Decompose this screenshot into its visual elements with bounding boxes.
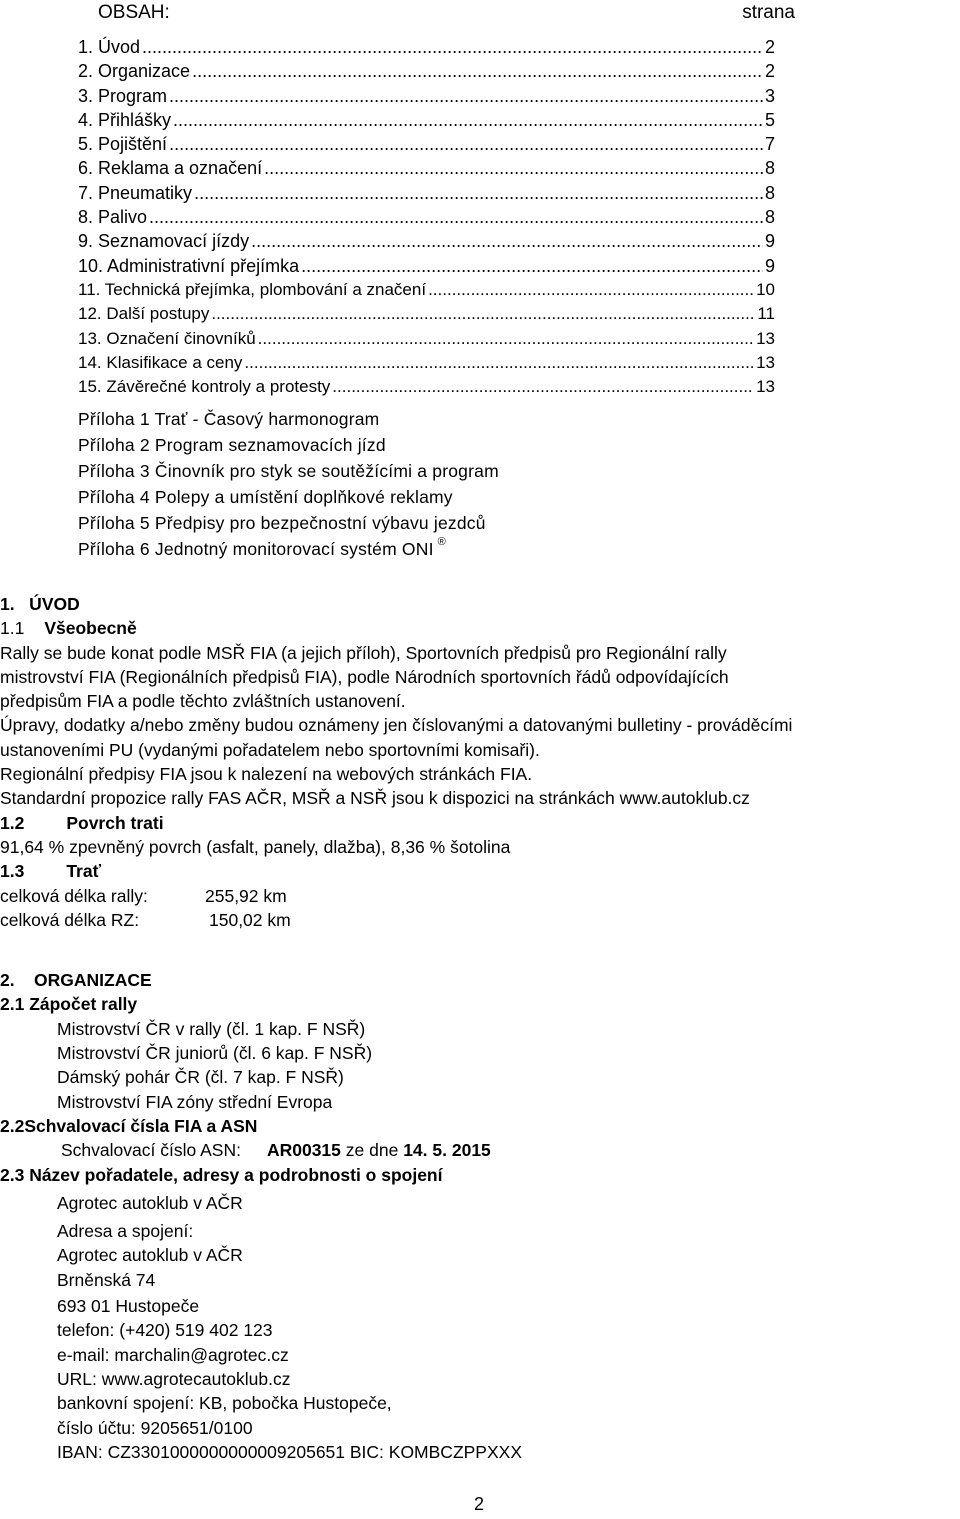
paragraph-line: Regionální předpisy FIA jsou k nalezení na webových stránkách FIA. [0, 764, 533, 785]
toc-entry[interactable] [78, 304, 775, 328]
toc-entry[interactable] [78, 134, 775, 158]
organizer-name: Agrotec autoklub v AČR [57, 1192, 243, 1213]
section-2-3-heading: 2.3 Název pořadatele, adresy a podrobnosti o spojení [0, 1164, 443, 1185]
page-number: 2 [474, 1494, 485, 1514]
toc-leader-dots [428, 280, 754, 300]
rally-length-value: 255,92 km [205, 885, 287, 906]
surface-text: 91,64 % zpevněný povrch (asfalt, panely, dlažba), 8,36 % šotolina [0, 836, 511, 857]
section-title: Povrch trati [66, 812, 164, 833]
toc-entry-page: 8 [764, 182, 775, 203]
address-line: Agrotec autoklub v AČR [57, 1245, 243, 1266]
toc-entry[interactable] [78, 86, 775, 110]
championship-item: Mistrovství ČR v rally (čl. 1 kap. F NSŘ) [57, 1018, 366, 1039]
toc-header [98, 2, 795, 24]
championship-item: Dámský pohár ČR (čl. 7 kap. F NSŘ) [57, 1067, 344, 1088]
championship-item: Mistrovství ČR juniorů (čl. 6 kap. F NSŘ) [57, 1043, 373, 1064]
toc-leader-dots [194, 183, 763, 204]
toc-entry-title: 9. Seznamovací jízdy [78, 231, 250, 252]
rally-length-label: celková délka rally: [0, 885, 148, 906]
approval-date: 14. 5. 2015 [403, 1140, 491, 1161]
approval-row [0, 1138, 958, 1162]
toc-entry[interactable] [78, 183, 775, 207]
toc-entry[interactable] [78, 377, 775, 401]
section-title: Všeobecně [44, 618, 137, 639]
toc-entry[interactable] [78, 231, 775, 255]
toc-entry-title: 1. Úvod [78, 37, 141, 57]
section-number: 1.3 [0, 861, 25, 882]
section-number: 1.1 [0, 618, 25, 639]
toc-entry-title: 14. Klasifikace a ceny [78, 352, 243, 372]
toc-leader-dots [244, 353, 754, 373]
toc-entry-page: 11 [757, 304, 775, 324]
paragraph-line: předpisům FIA a podle těchto zvláštních ustanovení. [0, 691, 406, 712]
address-line: IBAN: CZ3301000000000009205651 BIC: KOMBCZPPXXX [57, 1441, 522, 1462]
address-line: e-mail: marchalin@agrotec.cz [57, 1344, 289, 1365]
toc-entry-title: 12. Další postupy [78, 304, 210, 324]
toc-entry-title: 7. Pneumatiky [78, 182, 193, 203]
address-line: URL: www.agrotecautoklub.cz [57, 1368, 291, 1389]
appendix-item-text: Příloha 6 Jednotný monitorovací systém ONI [78, 539, 434, 559]
section-2-heading: 2. ORGANIZACE [0, 970, 152, 991]
section-title: Trať [66, 861, 101, 882]
toc-entry-title: 5. Pojištění [78, 134, 168, 155]
toc-page-column-label: strana [742, 2, 795, 23]
approval-date-label: ze dne [345, 1140, 399, 1161]
toc-entry[interactable] [78, 353, 775, 377]
toc-leader-dots [301, 256, 763, 277]
paragraph-line: Standardní propozice rally FAS AČR, MSŘ a NSŘ jsou k dispozici na stránkách www.autoklub.cz [0, 788, 750, 809]
address-line: Brněnská 74 [57, 1269, 156, 1290]
toc-entry-title: 15. Závěrečné kontroly a protesty [78, 377, 331, 397]
appendix-item: Příloha 5 Předpisy pro bezpečnostní výbavu jezdců [78, 513, 486, 533]
toc-entry-title: 6. Reklama a označení [78, 158, 263, 179]
toc-entry-title: 13. Označení činovníků [78, 328, 256, 348]
toc-entry-page: 13 [756, 352, 775, 372]
toc-entry-page: 13 [756, 377, 775, 397]
toc-leader-dots [332, 377, 754, 397]
address-line: Adresa a spojení: [57, 1221, 194, 1242]
toc-entry[interactable] [78, 256, 775, 280]
toc-entry[interactable] [78, 37, 775, 61]
toc-entry-title: 8. Palivo [78, 207, 148, 228]
address-line: bankovní spojení: KB, pobočka Hustopeče, [57, 1393, 392, 1414]
toc-entry-page: 10 [756, 279, 775, 299]
toc-entry-page: 8 [764, 207, 775, 228]
section-2-1-heading: 2.1 Zápočet rally [0, 994, 138, 1015]
toc-entry-page: 3 [764, 85, 775, 106]
section-2-2-heading: 2.2Schvalovací čísla FIA a ASN [0, 1115, 258, 1136]
toc-leader-dots [264, 158, 763, 179]
toc-leader-dots [258, 329, 754, 349]
toc-entry-page: 9 [764, 255, 775, 276]
section-1-1-heading [0, 616, 958, 640]
toc-entry-title: 4. Přihlášky [78, 109, 172, 130]
paragraph-line: ustanoveními PU (vydanými pořadatelem nebo sportovními komisaři). [0, 739, 540, 760]
registered-mark: ® [437, 536, 446, 548]
toc-entry-page: 7 [764, 134, 775, 155]
address-line: číslo účtu: 9205651/0100 [57, 1417, 253, 1438]
toc-title: OBSAH: [98, 2, 170, 23]
toc-entry-page: 9 [764, 231, 775, 252]
address-line: telefon: (+420) 519 402 123 [57, 1320, 273, 1341]
toc-leader-dots [169, 134, 763, 155]
appendix-item: Příloha 3 Činovník pro styk se soutěžícími a program [78, 461, 499, 481]
toc-entry-page: 8 [764, 158, 775, 179]
paragraph-line: Rally se bude konat podle MSŘ FIA (a jejich příloh), Sportovních předpisů pro Regionální rally [0, 642, 727, 663]
toc-entry[interactable] [78, 329, 775, 353]
toc-entry-title: 3. Program [78, 85, 168, 106]
paragraph-line: mistrovství FIA (Regionálních předpisů FIA), podle Národních sportovních řádů odpovídajících [0, 666, 729, 687]
toc-entry[interactable] [78, 207, 775, 231]
section-number: 1.2 [0, 812, 25, 833]
toc-leader-dots [169, 86, 763, 107]
rz-length-label: celková délka RZ: [0, 909, 140, 930]
championship-item: Mistrovství FIA zóny střední Evropa [57, 1091, 333, 1112]
toc-entry[interactable] [78, 280, 775, 304]
appendix-item: Příloha 1 Trať - Časový harmonogram [78, 409, 380, 429]
toc-leader-dots [211, 304, 755, 324]
toc-leader-dots [142, 37, 763, 58]
toc-entry[interactable] [78, 110, 775, 134]
appendix-item: Příloha 2 Program seznamovacích jízd [78, 435, 386, 455]
toc-entry[interactable] [78, 61, 775, 85]
toc-entry-title: 10. Administrativní přejímka [78, 255, 300, 276]
toc-entry-title: 11. Technická přejímka, plombování a značení [78, 279, 427, 299]
appendix-item: Příloha 4 Polepy a umístění doplňkové reklamy [78, 487, 453, 507]
appendix-list [78, 409, 499, 565]
toc-entry-page: 2 [764, 37, 775, 57]
rally-length-row [0, 884, 958, 908]
toc-leader-dots [173, 110, 763, 131]
toc-entry[interactable] [78, 158, 775, 182]
rz-length-value: 150,02 km [209, 909, 291, 930]
rz-length-row [0, 908, 958, 932]
appendix-item [78, 536, 499, 565]
toc-leader-dots [192, 61, 763, 82]
document-body [0, 592, 958, 1464]
toc-entry-page: 5 [764, 109, 775, 130]
approval-number: AR00315 [266, 1140, 341, 1161]
section-1-3-heading [0, 859, 958, 883]
section-1-2-heading [0, 811, 958, 835]
table-of-contents [78, 37, 775, 401]
section-1-heading: 1. ÚVOD [0, 594, 80, 614]
address-line: 693 01 Hustopeče [57, 1296, 200, 1317]
paragraph-line: Úpravy, dodatky a/nebo změny budou oznámeny jen číslovanými a datovanými bulletiny - prováděcími [0, 715, 793, 736]
toc-entry-title: 2. Organizace [78, 61, 191, 82]
toc-leader-dots [251, 231, 763, 252]
approval-label: Schvalovací číslo ASN: [61, 1140, 241, 1161]
toc-entry-page: 2 [764, 61, 775, 82]
toc-entry-page: 13 [756, 328, 775, 348]
toc-leader-dots [149, 207, 763, 228]
